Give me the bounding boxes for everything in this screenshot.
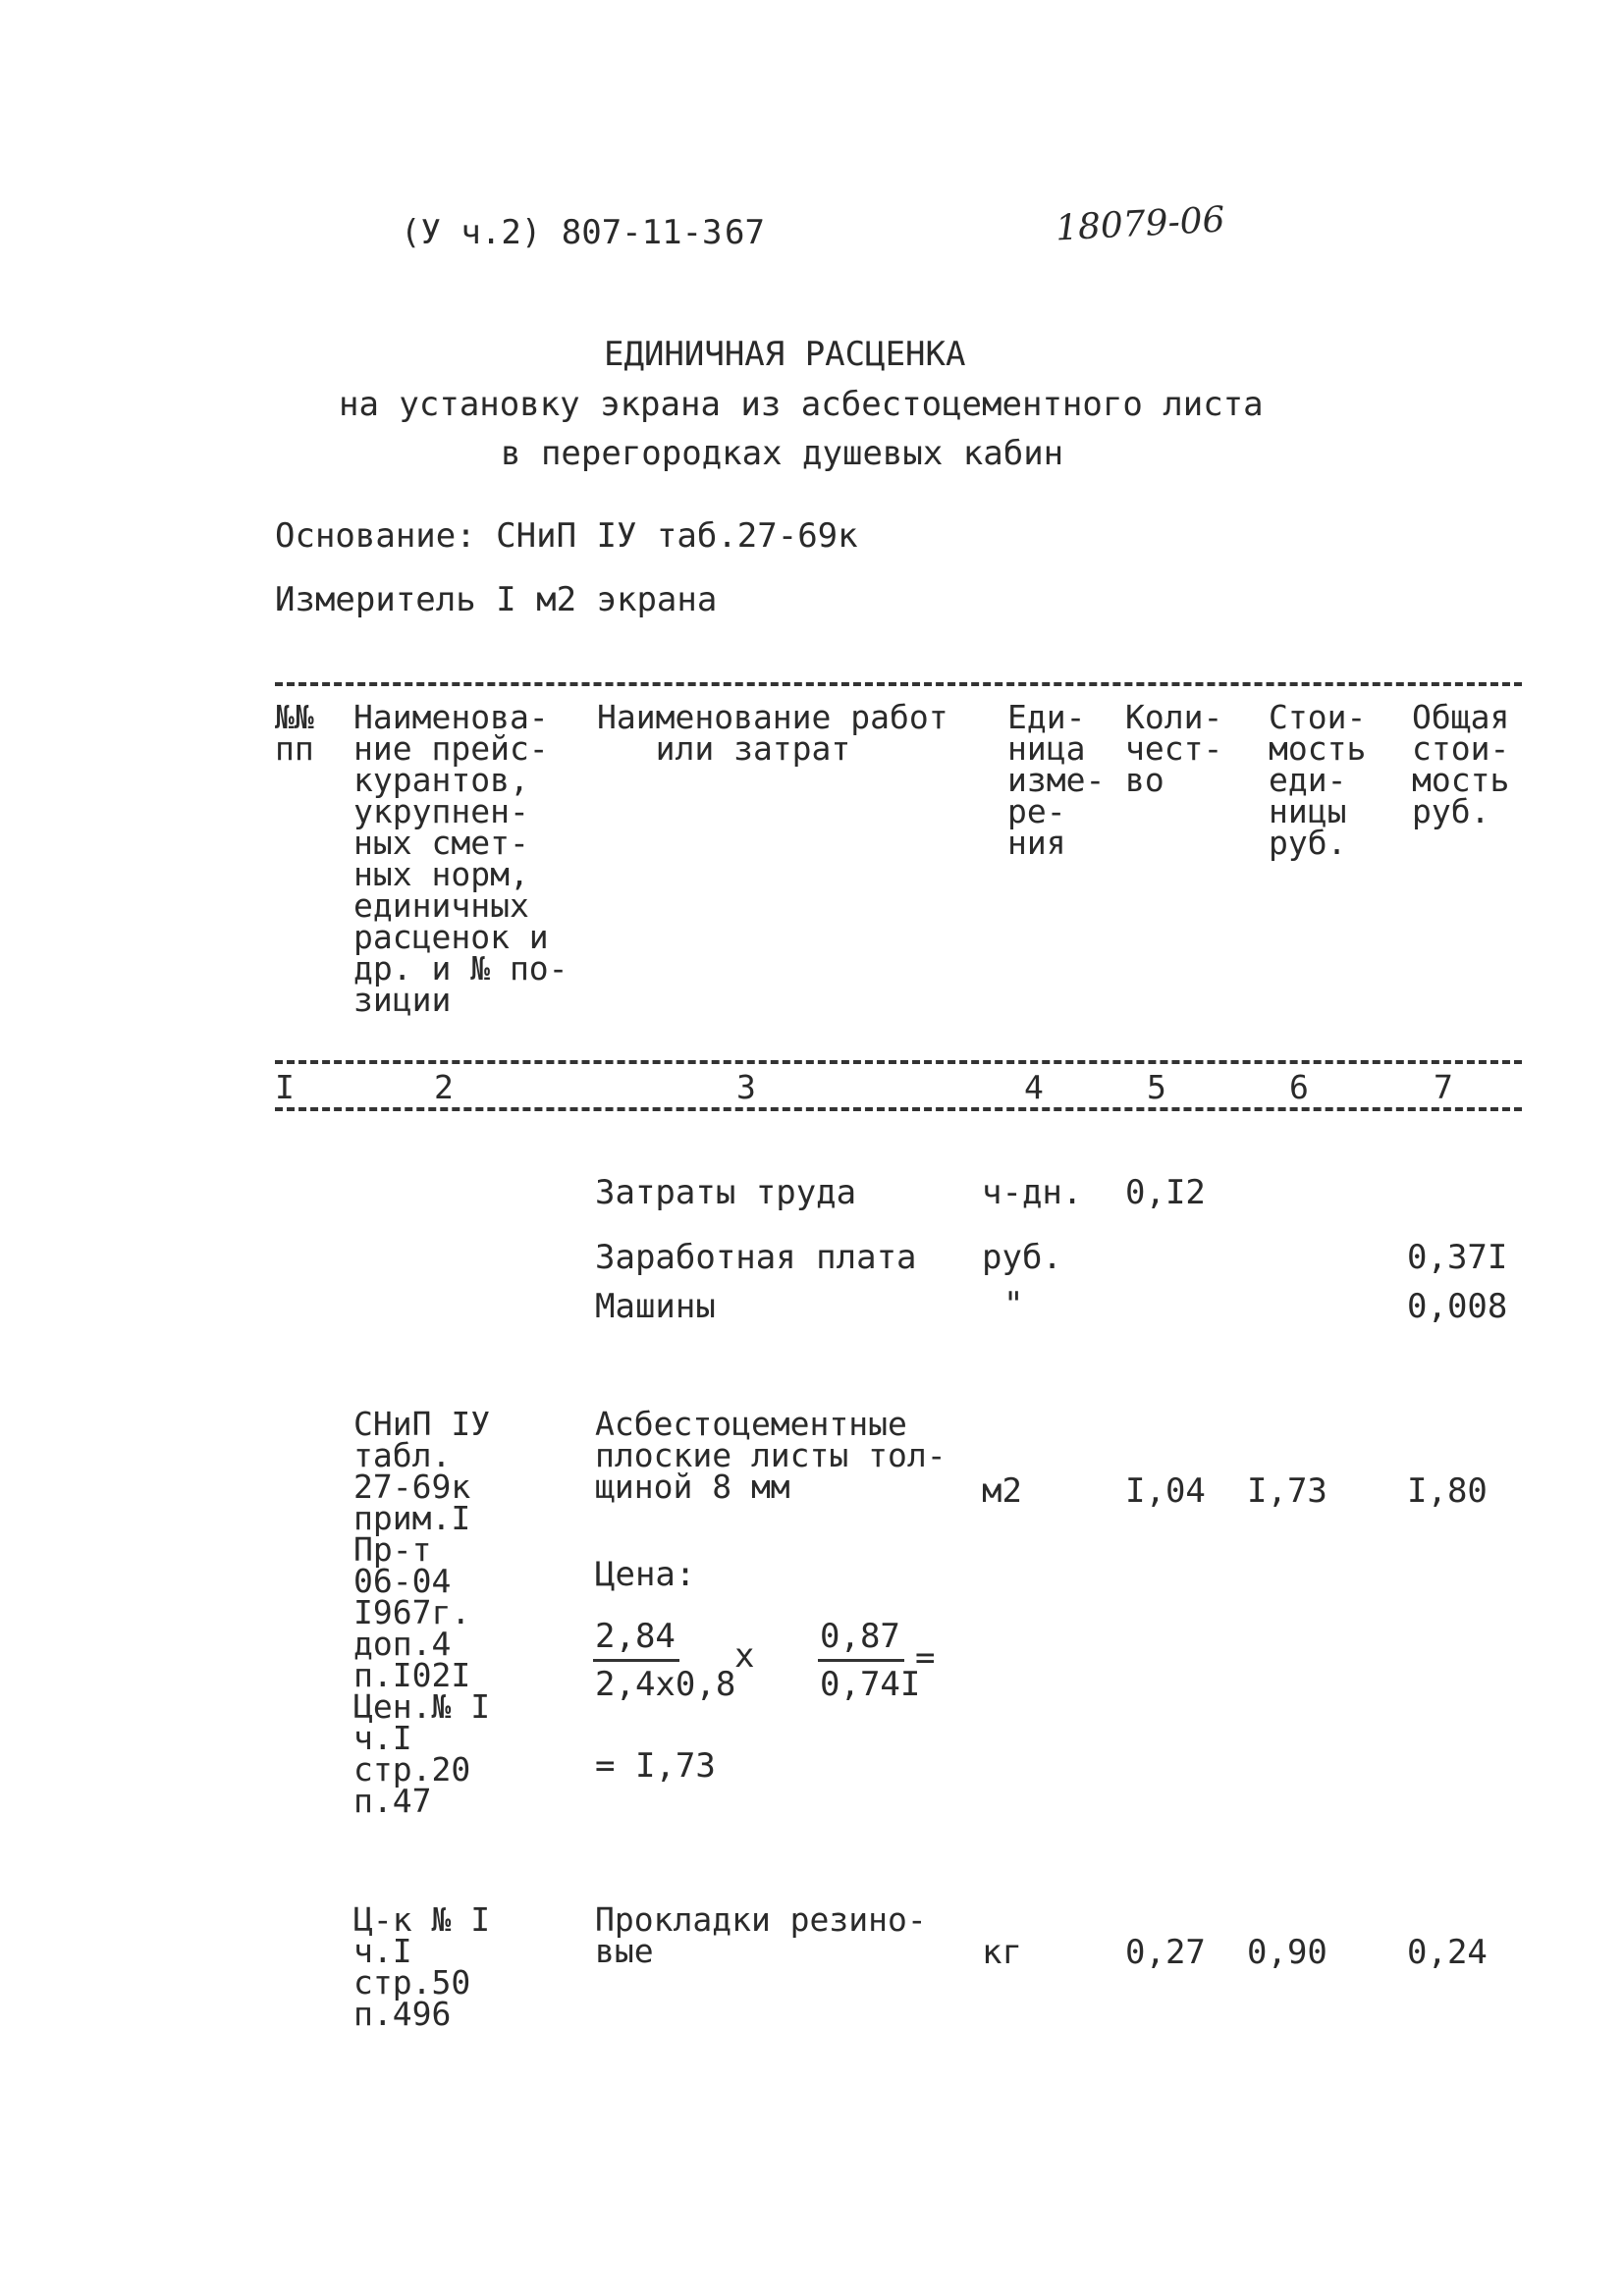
col-number-rule <box>275 1107 1522 1111</box>
fraction-2-bar <box>818 1659 904 1662</box>
labor-name: Затраты труда <box>595 1173 857 1212</box>
header-col-4: Еди- ница изме- ре- ния <box>1007 698 1106 862</box>
asbestos-reference: СНиП IУ табл. 27-69к прим.I Пр-т 06-04 I967г. доп.4 п.I02I Цен.№ I ч.I стр.20 п.47 <box>353 1405 491 1820</box>
col-number-7: 7 <box>1434 1068 1453 1106</box>
gaskets-reference: Ц-к № I ч.I стр.50 п.496 <box>353 1900 491 2033</box>
asbestos-unit: м2 <box>982 1471 1022 1511</box>
machines-unit: " <box>1003 1285 1024 1324</box>
gaskets-total: 0,24 <box>1407 1933 1488 1972</box>
title-line-1: ЕДИНИЧНАЯ РАСЦЕНКА <box>604 335 966 374</box>
meter: Измеритель I м2 экрана <box>275 580 718 619</box>
header-col-1: №№ пп <box>275 698 314 768</box>
basis: Основание: СНиП IУ таб.27-69к <box>275 516 858 556</box>
col-number-5: 5 <box>1147 1068 1166 1106</box>
gaskets-unit: кг <box>982 1933 1022 1972</box>
equals-sign: = <box>915 1638 936 1678</box>
gaskets-price: 0,90 <box>1247 1933 1327 1972</box>
col-number-6: 6 <box>1289 1068 1309 1106</box>
wage-name: Заработная плата <box>595 1238 917 1277</box>
machines-total: 0,008 <box>1407 1287 1508 1326</box>
machines-name: Машины <box>595 1287 716 1326</box>
multiply-sign: х <box>734 1636 755 1676</box>
asbestos-qty: I,04 <box>1125 1471 1206 1511</box>
col-number-2: 2 <box>434 1068 454 1106</box>
col-number-3: 3 <box>736 1068 756 1106</box>
gaskets-qty: 0,27 <box>1125 1933 1206 1972</box>
title-line-3: в перегородках душевых кабин <box>501 434 1064 473</box>
header-col-2: Наименова- ние прейс- курантов, укрупнен- ных смет- ных норм, единичных расценок и др. и № по- зиции <box>353 698 568 1019</box>
asbestos-name: Асбестоцементные плоские листы тол- щиной 8 мм <box>595 1405 947 1506</box>
header-col-7: Общая стои- мость руб. <box>1412 698 1510 830</box>
price-result: = I,73 <box>595 1746 716 1786</box>
header-bottom-rule <box>275 1060 1522 1064</box>
fraction-1-numerator: 2,84 <box>595 1617 676 1656</box>
labor-unit: ч-дн. <box>982 1173 1083 1212</box>
fraction-2-numerator: 0,87 <box>820 1617 900 1656</box>
wage-unit: руб. <box>982 1238 1062 1277</box>
header-col-5: Коли- чест- во <box>1125 698 1223 799</box>
price-label: Цена: <box>595 1555 696 1594</box>
fraction-1-denominator: 2,4х0,8 <box>595 1665 736 1704</box>
asbestos-total: I,80 <box>1407 1471 1488 1511</box>
fraction-2-denominator: 0,74I <box>820 1665 921 1704</box>
header-col-6: Стои- мость еди- ницы руб. <box>1269 698 1367 862</box>
document-code: (У ч.2) 807-11-3 <box>401 213 723 252</box>
table-top-rule <box>275 682 1522 686</box>
page-number: 67 <box>725 213 765 252</box>
header-col-3: Наименование работ или затрат <box>597 698 948 768</box>
wage-total: 0,37I <box>1407 1238 1508 1277</box>
title-line-2: на установку экрана из асбестоцементного листа <box>339 385 1264 424</box>
handwritten-stamp: 18079-06 <box>1055 199 1226 249</box>
gaskets-name: Прокладки резино- вые <box>595 1900 927 1970</box>
col-number-1: I <box>275 1068 295 1106</box>
fraction-1-bar <box>593 1659 679 1662</box>
labor-qty: 0,I2 <box>1125 1173 1206 1212</box>
col-number-4: 4 <box>1024 1068 1044 1106</box>
asbestos-price: I,73 <box>1247 1471 1327 1511</box>
